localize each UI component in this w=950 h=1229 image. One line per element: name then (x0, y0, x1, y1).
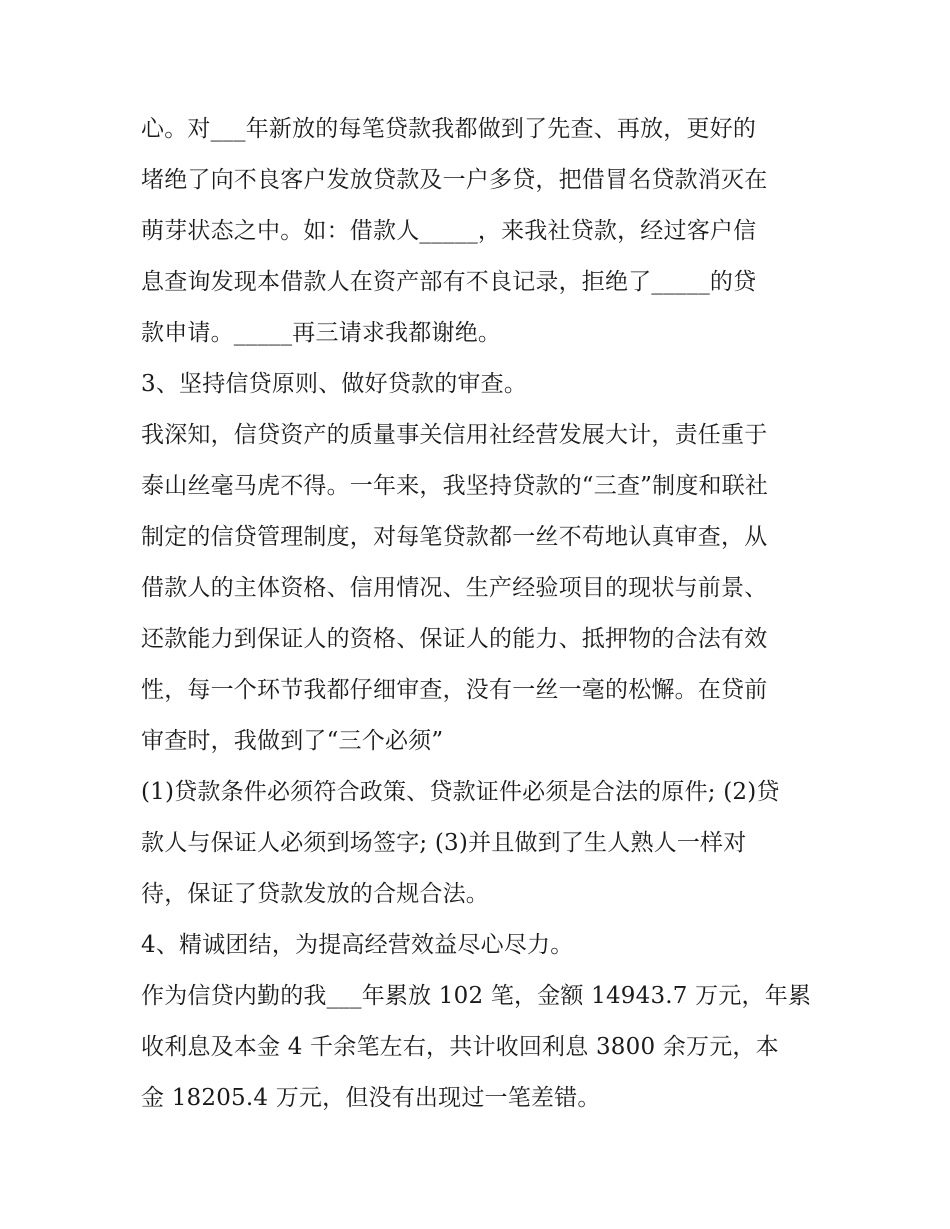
text-line: 性，每一个环节我都仔细审查，没有一丝一毫的松懈。在贷前 (141, 677, 768, 703)
text-line: 借款人的主体资格、信用情况、生产经验项目的现状与前景、 (141, 575, 768, 601)
section-heading: 4、精诚团结，为提高经营效益尽心尽力。 (141, 932, 574, 958)
section-heading: 3、坚持信贷原则、做好贷款的审查。 (141, 371, 528, 397)
text-line: 审查时，我做到了“三个必须” (141, 728, 444, 754)
text-line: 金 18205.4 万元，但没有出现过一笔差错。 (141, 1085, 601, 1111)
text-line: 堵绝了向不良客户发放贷款及一户多贷，把借冒名贷款消灭在 (141, 167, 768, 193)
text-line: 还款能力到保证人的资格、保证人的能力、抵押物的合法有效 (141, 626, 768, 652)
text-line: (1)贷款条件必须符合政策、贷款证件必须是合法的原件; (2)贷 (141, 779, 780, 805)
text-line: 制定的信贷管理制度，对每笔贷款都一丝不苟地认真审查，从 (141, 524, 768, 550)
text-line: 款申请。_____再三请求我都谢绝。 (141, 320, 502, 346)
text-line: 款人与保证人必须到场签字; (3)并且做到了生人熟人一样对 (141, 830, 747, 856)
text-line: 收利息及本金 4 千余笔左右，共计收回利息 3800 余万元，本 (141, 1034, 779, 1060)
text-line: 泰山丝毫马虎不得。一年来，我坚持贷款的“三查”制度和联社 (141, 473, 769, 499)
document-body (141, 104, 831, 1124)
text-line: 萌芽状态之中。如：借款人_____，来我社贷款，经过客户信 (141, 218, 757, 244)
text-line: 待，保证了贷款发放的合规合法。 (141, 881, 489, 907)
text-line: 我深知，信贷资产的质量事关信用社经营发展大计，责任重于 (141, 422, 768, 448)
text-line: 心。对___年新放的每笔贷款我都做到了先查、再放，更好的 (141, 116, 757, 142)
text-line: 息查询发现本借款人在资产部有不良记录，拒绝了_____的贷 (141, 269, 757, 295)
text-line: 作为信贷内勤的我___年累放 102 笔，金额 14943.7 万元，年累 (141, 983, 812, 1009)
